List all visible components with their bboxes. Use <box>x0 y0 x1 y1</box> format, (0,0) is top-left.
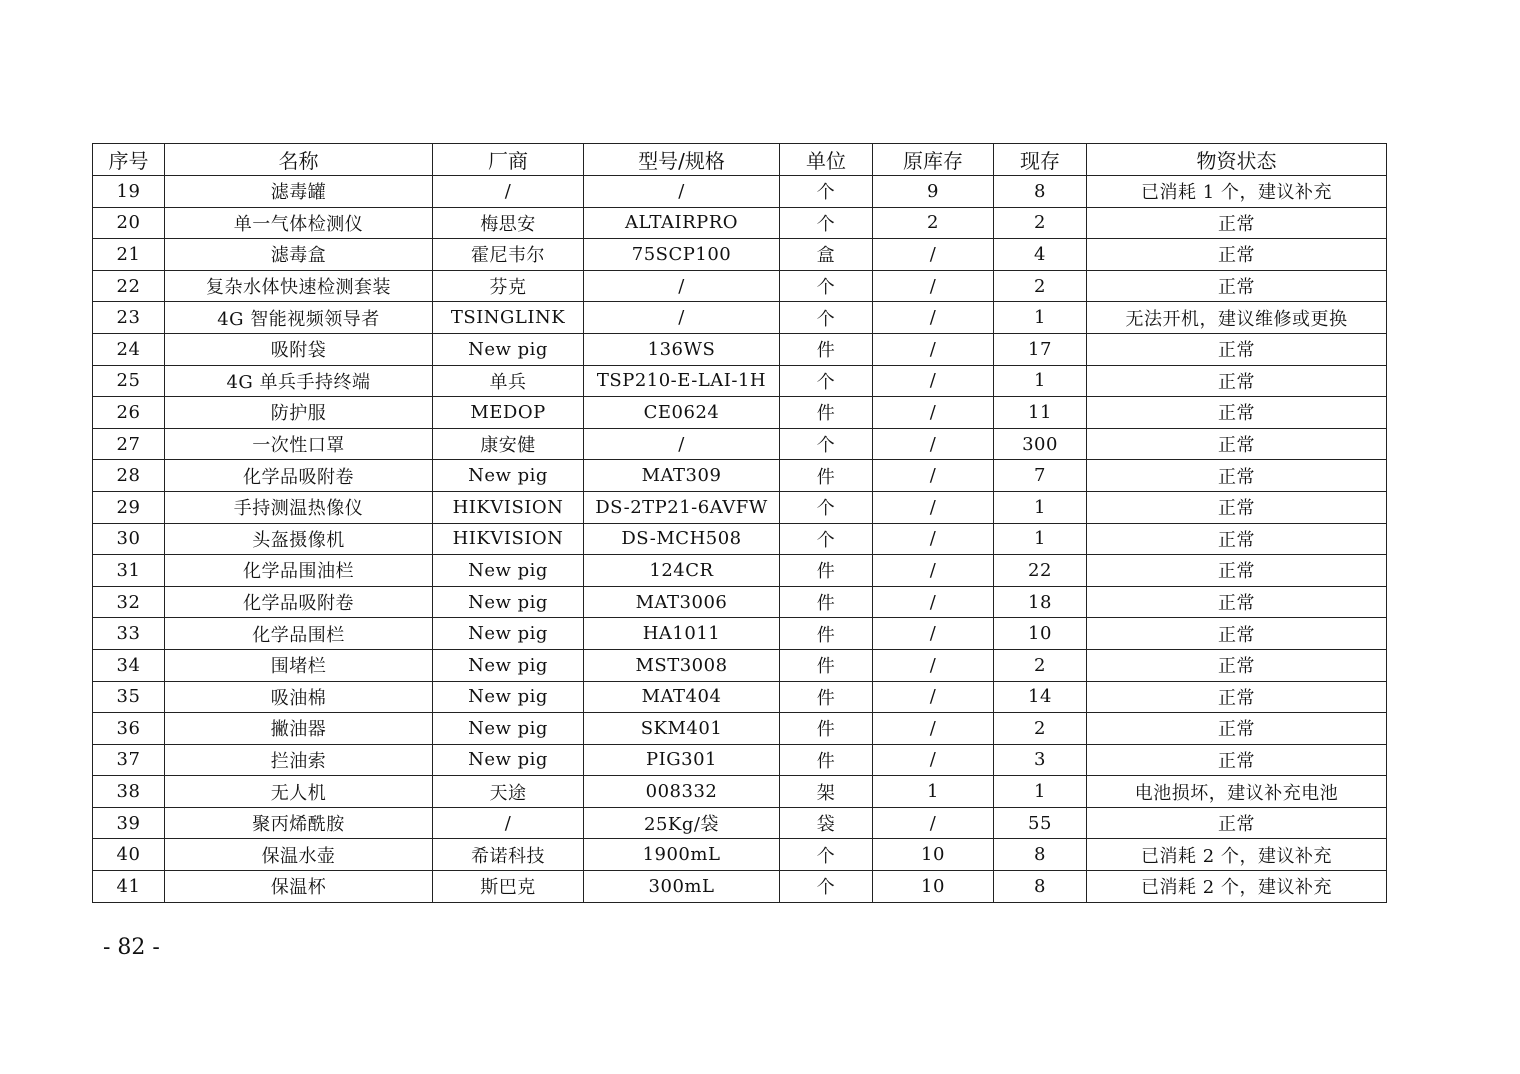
cell-serial: 40 <box>93 839 165 871</box>
table-row <box>93 586 1387 618</box>
cell-model: / <box>584 270 780 302</box>
cell-serial: 39 <box>93 807 165 839</box>
cell-original-stock: 2 <box>873 207 994 239</box>
cell-original-stock: / <box>873 333 994 365</box>
cell-model: MST3008 <box>584 649 780 681</box>
cell-unit: 件 <box>780 713 873 745</box>
cell-status: 正常 <box>1087 207 1387 239</box>
cell-serial: 25 <box>93 365 165 397</box>
cell-manufacturer: MEDOP <box>433 397 584 429</box>
cell-current-stock: 18 <box>994 586 1087 618</box>
cell-original-stock: / <box>873 397 994 429</box>
table-row <box>93 649 1387 681</box>
cell-unit: 个 <box>780 871 873 903</box>
cell-model: MAT404 <box>584 681 780 713</box>
cell-unit: 架 <box>780 776 873 808</box>
cell-serial: 22 <box>93 270 165 302</box>
table-row <box>93 428 1387 460</box>
cell-status: 正常 <box>1087 555 1387 587</box>
cell-unit: 个 <box>780 428 873 460</box>
table-row <box>93 207 1387 239</box>
cell-name: 保温杯 <box>165 871 433 903</box>
cell-original-stock: / <box>873 807 994 839</box>
cell-original-stock: / <box>873 744 994 776</box>
cell-manufacturer: TSINGLINK <box>433 302 584 334</box>
cell-serial: 27 <box>93 428 165 460</box>
cell-model: 75SCP100 <box>584 239 780 271</box>
cell-current-stock: 1 <box>994 302 1087 334</box>
cell-name: 化学品吸附卷 <box>165 586 433 618</box>
cell-serial: 41 <box>93 871 165 903</box>
cell-manufacturer: New pig <box>433 744 584 776</box>
cell-manufacturer: 康安健 <box>433 428 584 460</box>
header-model: 型号/规格 <box>584 144 780 176</box>
cell-unit: 件 <box>780 681 873 713</box>
table-row <box>93 681 1387 713</box>
cell-manufacturer: / <box>433 807 584 839</box>
cell-status: 正常 <box>1087 239 1387 271</box>
cell-serial: 33 <box>93 618 165 650</box>
cell-unit: 件 <box>780 618 873 650</box>
cell-status: 正常 <box>1087 744 1387 776</box>
cell-manufacturer: HIKVISION <box>433 523 584 555</box>
cell-name: 滤毒盒 <box>165 239 433 271</box>
table-row <box>93 176 1387 208</box>
table-row <box>93 302 1387 334</box>
cell-unit: 件 <box>780 744 873 776</box>
page-number: - 82 - <box>103 935 160 960</box>
cell-unit: 件 <box>780 460 873 492</box>
cell-status: 无法开机，建议维修或更换 <box>1087 302 1387 334</box>
cell-model: / <box>584 428 780 460</box>
cell-current-stock: 1 <box>994 491 1087 523</box>
table-header-row <box>93 144 1387 176</box>
cell-current-stock: 300 <box>994 428 1087 460</box>
cell-manufacturer: New pig <box>433 618 584 650</box>
cell-manufacturer: New pig <box>433 681 584 713</box>
cell-current-stock: 11 <box>994 397 1087 429</box>
cell-model: 300mL <box>584 871 780 903</box>
cell-unit: 个 <box>780 523 873 555</box>
cell-name: 防护服 <box>165 397 433 429</box>
table-row <box>93 460 1387 492</box>
cell-unit: 件 <box>780 586 873 618</box>
cell-current-stock: 8 <box>994 839 1087 871</box>
cell-model: 136WS <box>584 333 780 365</box>
cell-current-stock: 1 <box>994 776 1087 808</box>
cell-serial: 24 <box>93 333 165 365</box>
cell-model: DS-MCH508 <box>584 523 780 555</box>
cell-serial: 32 <box>93 586 165 618</box>
cell-status: 正常 <box>1087 586 1387 618</box>
cell-original-stock: 10 <box>873 871 994 903</box>
cell-status: 正常 <box>1087 428 1387 460</box>
header-manufacturer: 厂商 <box>433 144 584 176</box>
cell-model: 1900mL <box>584 839 780 871</box>
cell-name: 滤毒罐 <box>165 176 433 208</box>
cell-status: 正常 <box>1087 681 1387 713</box>
cell-current-stock: 14 <box>994 681 1087 713</box>
cell-model: / <box>584 176 780 208</box>
cell-original-stock: / <box>873 270 994 302</box>
cell-original-stock: / <box>873 491 994 523</box>
cell-model: ALTAIRPRO <box>584 207 780 239</box>
cell-serial: 31 <box>93 555 165 587</box>
cell-model: 25Kg/袋 <box>584 807 780 839</box>
cell-manufacturer: New pig <box>433 713 584 745</box>
cell-current-stock: 22 <box>994 555 1087 587</box>
cell-current-stock: 8 <box>994 871 1087 903</box>
cell-status: 电池损坏，建议补充电池 <box>1087 776 1387 808</box>
cell-original-stock: / <box>873 460 994 492</box>
cell-model: 124CR <box>584 555 780 587</box>
cell-serial: 29 <box>93 491 165 523</box>
cell-manufacturer: / <box>433 176 584 208</box>
cell-original-stock: / <box>873 713 994 745</box>
cell-status: 正常 <box>1087 460 1387 492</box>
cell-status: 正常 <box>1087 397 1387 429</box>
cell-name: 无人机 <box>165 776 433 808</box>
cell-unit: 个 <box>780 839 873 871</box>
cell-manufacturer: 天途 <box>433 776 584 808</box>
cell-status: 正常 <box>1087 807 1387 839</box>
cell-model: HA1011 <box>584 618 780 650</box>
cell-name: 围堵栏 <box>165 649 433 681</box>
cell-serial: 38 <box>93 776 165 808</box>
table-body <box>93 176 1387 903</box>
table-row <box>93 397 1387 429</box>
cell-current-stock: 17 <box>994 333 1087 365</box>
header-serial: 序号 <box>93 144 165 176</box>
cell-original-stock: / <box>873 618 994 650</box>
cell-status: 正常 <box>1087 333 1387 365</box>
cell-manufacturer: 希诺科技 <box>433 839 584 871</box>
header-name: 名称 <box>165 144 433 176</box>
inventory-table-container <box>92 143 1386 903</box>
cell-status: 正常 <box>1087 270 1387 302</box>
cell-status: 正常 <box>1087 618 1387 650</box>
cell-name: 吸附袋 <box>165 333 433 365</box>
cell-serial: 26 <box>93 397 165 429</box>
cell-name: 拦油索 <box>165 744 433 776</box>
cell-original-stock: / <box>873 523 994 555</box>
cell-current-stock: 4 <box>994 239 1087 271</box>
cell-unit: 件 <box>780 555 873 587</box>
cell-original-stock: / <box>873 428 994 460</box>
cell-unit: 盒 <box>780 239 873 271</box>
header-status: 物资状态 <box>1087 144 1387 176</box>
cell-manufacturer: 霍尼韦尔 <box>433 239 584 271</box>
cell-model: 008332 <box>584 776 780 808</box>
cell-current-stock: 1 <box>994 365 1087 397</box>
cell-current-stock: 2 <box>994 713 1087 745</box>
cell-model: TSP210-E-LAI-1H <box>584 365 780 397</box>
cell-status: 已消耗 2 个，建议补充 <box>1087 839 1387 871</box>
cell-manufacturer: 芬克 <box>433 270 584 302</box>
cell-model: / <box>584 302 780 334</box>
cell-name: 吸油棉 <box>165 681 433 713</box>
cell-original-stock: 9 <box>873 176 994 208</box>
cell-current-stock: 3 <box>994 744 1087 776</box>
cell-unit: 件 <box>780 649 873 681</box>
cell-original-stock: 1 <box>873 776 994 808</box>
cell-name: 聚丙烯酰胺 <box>165 807 433 839</box>
cell-name: 手持测温热像仪 <box>165 491 433 523</box>
cell-manufacturer: New pig <box>433 460 584 492</box>
table-row <box>93 744 1387 776</box>
header-current-stock: 现存 <box>994 144 1087 176</box>
cell-manufacturer: New pig <box>433 555 584 587</box>
cell-original-stock: / <box>873 239 994 271</box>
cell-original-stock: / <box>873 681 994 713</box>
cell-serial: 21 <box>93 239 165 271</box>
cell-unit: 个 <box>780 176 873 208</box>
cell-current-stock: 2 <box>994 207 1087 239</box>
cell-model: MAT3006 <box>584 586 780 618</box>
cell-manufacturer: 单兵 <box>433 365 584 397</box>
cell-name: 复杂水体快速检测套装 <box>165 270 433 302</box>
cell-name: 撇油器 <box>165 713 433 745</box>
cell-model: PIG301 <box>584 744 780 776</box>
cell-name: 化学品围栏 <box>165 618 433 650</box>
table-row <box>93 365 1387 397</box>
table-row <box>93 270 1387 302</box>
cell-current-stock: 8 <box>994 176 1087 208</box>
table-row <box>93 555 1387 587</box>
cell-current-stock: 2 <box>994 270 1087 302</box>
table-row <box>93 491 1387 523</box>
cell-model: DS-2TP21-6AVFW <box>584 491 780 523</box>
cell-serial: 20 <box>93 207 165 239</box>
cell-unit: 个 <box>780 365 873 397</box>
cell-unit: 个 <box>780 302 873 334</box>
header-original-stock: 原库存 <box>873 144 994 176</box>
cell-name: 4G 智能视频领导者 <box>165 302 433 334</box>
cell-serial: 36 <box>93 713 165 745</box>
cell-current-stock: 2 <box>994 649 1087 681</box>
cell-manufacturer: HIKVISION <box>433 491 584 523</box>
cell-manufacturer: New pig <box>433 649 584 681</box>
cell-name: 一次性口罩 <box>165 428 433 460</box>
cell-status: 正常 <box>1087 365 1387 397</box>
cell-unit: 袋 <box>780 807 873 839</box>
table-row <box>93 839 1387 871</box>
cell-original-stock: / <box>873 649 994 681</box>
cell-status: 正常 <box>1087 713 1387 745</box>
table-row <box>93 807 1387 839</box>
cell-manufacturer: New pig <box>433 586 584 618</box>
cell-model: SKM401 <box>584 713 780 745</box>
cell-serial: 23 <box>93 302 165 334</box>
cell-model: MAT309 <box>584 460 780 492</box>
cell-status: 正常 <box>1087 491 1387 523</box>
table-row <box>93 776 1387 808</box>
cell-name: 单一气体检测仪 <box>165 207 433 239</box>
cell-status: 已消耗 2 个，建议补充 <box>1087 871 1387 903</box>
cell-manufacturer: New pig <box>433 333 584 365</box>
cell-name: 保温水壶 <box>165 839 433 871</box>
cell-original-stock: / <box>873 302 994 334</box>
cell-serial: 34 <box>93 649 165 681</box>
cell-original-stock: 10 <box>873 839 994 871</box>
cell-current-stock: 1 <box>994 523 1087 555</box>
cell-current-stock: 55 <box>994 807 1087 839</box>
cell-original-stock: / <box>873 365 994 397</box>
cell-serial: 37 <box>93 744 165 776</box>
cell-manufacturer: 斯巴克 <box>433 871 584 903</box>
table-row <box>93 713 1387 745</box>
cell-unit: 件 <box>780 333 873 365</box>
cell-unit: 件 <box>780 397 873 429</box>
cell-unit: 个 <box>780 270 873 302</box>
cell-serial: 19 <box>93 176 165 208</box>
table-row <box>93 523 1387 555</box>
cell-model: CE0624 <box>584 397 780 429</box>
header-unit: 单位 <box>780 144 873 176</box>
cell-unit: 个 <box>780 207 873 239</box>
cell-serial: 30 <box>93 523 165 555</box>
table-row <box>93 239 1387 271</box>
cell-name: 化学品吸附卷 <box>165 460 433 492</box>
cell-unit: 个 <box>780 491 873 523</box>
table-row <box>93 618 1387 650</box>
cell-name: 头盔摄像机 <box>165 523 433 555</box>
cell-serial: 28 <box>93 460 165 492</box>
cell-original-stock: / <box>873 555 994 587</box>
cell-manufacturer: 梅思安 <box>433 207 584 239</box>
inventory-table <box>92 143 1387 903</box>
cell-status: 正常 <box>1087 523 1387 555</box>
cell-current-stock: 7 <box>994 460 1087 492</box>
table-row <box>93 871 1387 903</box>
cell-status: 正常 <box>1087 649 1387 681</box>
cell-status: 已消耗 1 个，建议补充 <box>1087 176 1387 208</box>
cell-serial: 35 <box>93 681 165 713</box>
cell-current-stock: 10 <box>994 618 1087 650</box>
cell-name: 4G 单兵手持终端 <box>165 365 433 397</box>
table-row <box>93 333 1387 365</box>
cell-original-stock: / <box>873 586 994 618</box>
cell-name: 化学品围油栏 <box>165 555 433 587</box>
